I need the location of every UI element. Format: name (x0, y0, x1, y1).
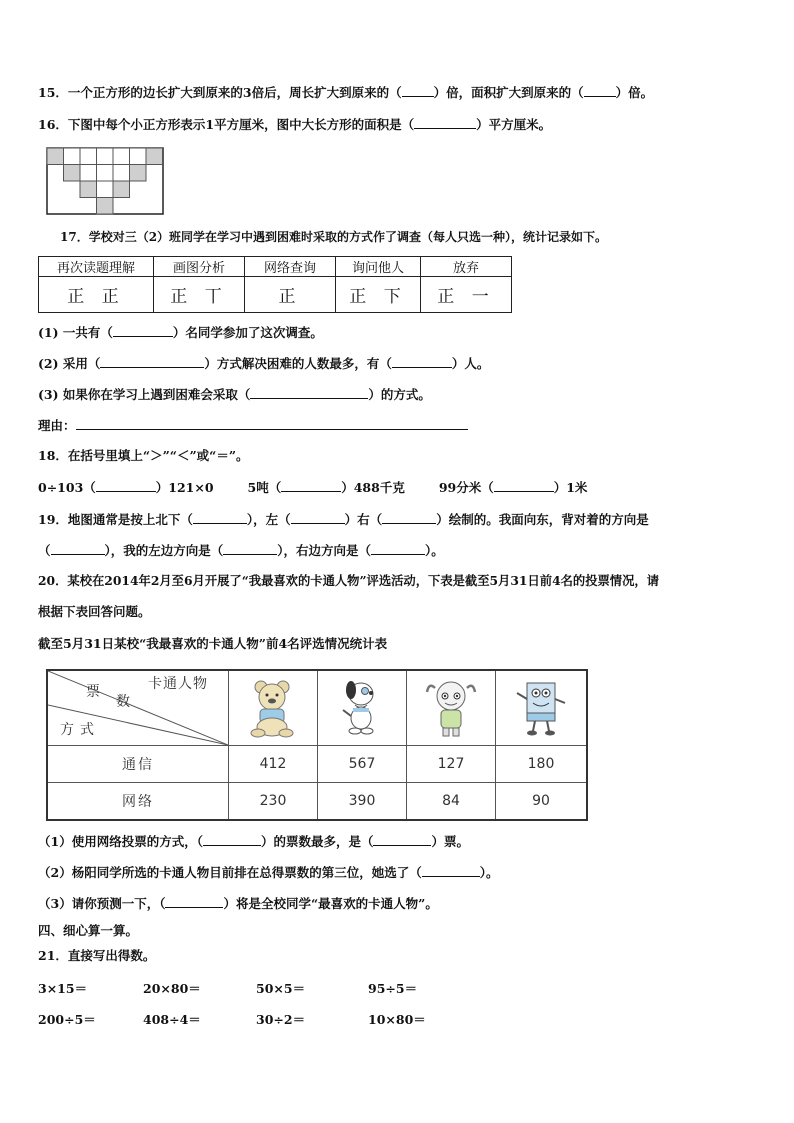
answer-blank[interactable] (382, 511, 436, 524)
row-label: 通信 (47, 746, 229, 783)
question-21-title: 21．直接写出得数。 (38, 948, 156, 963)
cartoon-sponge (496, 670, 588, 746)
calc-item: 200÷5＝ (38, 1012, 96, 1027)
question-17-part3: (3) 如果你在学习上遇到困难会采取（ ）的方式。 (38, 387, 431, 402)
calc-item: 10×80＝ (368, 1012, 426, 1027)
answer-blank[interactable] (193, 511, 247, 524)
answer-blank[interactable] (51, 542, 105, 555)
square-grid-figure (46, 147, 164, 215)
tally-header: 网络查询 (245, 257, 336, 277)
question-16: 16．下图中每个小正方形表示1平方厘米，图中大长方形的面积是（ ）平方厘米。 (38, 117, 552, 132)
tally-marks: 正 一 (421, 277, 512, 313)
question-18-expressions: 0÷103（ ）121×0 5吨（ ）488千克 99分米（ ）1米 (38, 480, 588, 495)
reason-line[interactable] (76, 417, 468, 430)
diag-label-piao: 票 (86, 684, 100, 700)
answer-blank[interactable] (584, 84, 616, 97)
vote-table (46, 669, 588, 821)
answer-blank[interactable] (96, 479, 156, 492)
question-20-line1: 20．某校在2014年2月至6月开展了“我最喜欢的卡通人物”评选活动，下表是截至5月31日前4名的投票情况，请 (38, 573, 659, 588)
answer-blank[interactable] (371, 542, 425, 555)
vote-cell: 84 (407, 783, 496, 821)
answer-blank[interactable] (223, 542, 277, 555)
cartoon-dog (318, 670, 407, 746)
vote-cell: 180 (496, 746, 588, 783)
answer-blank[interactable] (203, 833, 261, 846)
vote-row-online (47, 783, 587, 821)
answer-blank[interactable] (392, 355, 452, 368)
question-20-line2: 根据下表回答问题。 (38, 604, 151, 619)
tally-header: 放弃 (421, 257, 512, 277)
tally-table (38, 256, 512, 313)
calc-item: 408÷4＝ (143, 1012, 201, 1027)
answer-blank[interactable] (113, 324, 173, 337)
question-20-part1: （1）使用网络投票的方式，（ ）的票数最多，是（ ）票。 (38, 834, 469, 849)
question-15: 15．一个正方形的边长扩大到原来的3倍后，周长扩大到原来的（ ）倍，面积扩大到原来的（ ）倍。 (38, 85, 654, 100)
vote-cell: 230 (229, 783, 318, 821)
sponge-icon (513, 679, 569, 737)
answer-blank[interactable] (373, 833, 431, 846)
vote-cell: 90 (496, 783, 588, 821)
answer-blank[interactable] (100, 355, 204, 368)
calc-item: 20×80＝ (143, 981, 201, 996)
answer-blank[interactable] (165, 895, 223, 908)
section-4-heading: 四、细心算一算。 (38, 923, 139, 938)
tally-marks: 正 下 (336, 277, 421, 313)
diag-label-katong: 卡通人物 (148, 676, 208, 692)
bear-icon (245, 677, 301, 739)
question-17-intro: 17．学校对三（2）班同学在学习中遇到困难时采取的方式作了调查（每人只选一种），统计记录如下。 (60, 230, 608, 244)
answer-blank[interactable] (414, 116, 476, 129)
question-19-line1: 19．地图通常是按上北下（ ），左（ ）右（ ）绘制的。我面向东，背对着的方向是 (38, 512, 649, 527)
cartoon-goat (407, 670, 496, 746)
vote-cell: 567 (318, 746, 407, 783)
tally-header: 询问他人 (336, 257, 421, 277)
calc-item: 30÷2＝ (256, 1012, 306, 1027)
vote-cell: 127 (407, 746, 496, 783)
question-19-line2: （ ），我的左边方向是（ ），右边方向是（ ）。 (38, 543, 444, 558)
question-20-part2: （2）杨阳同学所选的卡通人物目前排在总得票数的第三位，她选了（ ）。 (38, 865, 499, 880)
vote-cell: 390 (318, 783, 407, 821)
tally-header: 画图分析 (154, 257, 245, 277)
answer-blank[interactable] (402, 84, 434, 97)
question-18-title: 18．在括号里填上“＞”“＜”或“＝”。 (38, 448, 249, 463)
calc-item: 3×15＝ (38, 981, 88, 996)
vote-table-title: 截至5月31日某校“我最喜欢的卡通人物”前4名评选情况统计表 (38, 636, 388, 651)
diag-label-fangshi: 方式 (60, 722, 100, 738)
question-17-reason: 理由： (38, 417, 468, 434)
tally-marks: 正 (245, 277, 336, 313)
cartoon-bear (229, 670, 318, 746)
answer-blank[interactable] (422, 864, 480, 877)
answer-blank[interactable] (291, 511, 345, 524)
tally-marks: 正 丅 (154, 277, 245, 313)
answer-blank[interactable] (494, 479, 554, 492)
dog-icon (337, 678, 387, 738)
tally-header: 再次读题理解 (39, 257, 154, 277)
answer-blank[interactable] (250, 386, 368, 399)
diagonal-header-cell (47, 670, 229, 746)
vote-cell: 412 (229, 746, 318, 783)
question-17-part2: (2) 采用（ ）方式解决困难的人数最多，有（ ）人。 (38, 356, 490, 371)
question-20-part3: （3）请你预测一下，（ ）将是全校同学“最喜欢的卡通人物”。 (38, 896, 438, 911)
vote-row-mail (47, 746, 587, 783)
question-17-part1: (1) 一共有（ ）名同学参加了这次调查。 (38, 325, 323, 340)
calc-item: 95÷5＝ (368, 981, 418, 996)
diag-label-shu: 数 (116, 694, 130, 710)
calc-item: 50×5＝ (256, 981, 306, 996)
goat-icon (425, 678, 477, 738)
answer-blank[interactable] (281, 479, 341, 492)
tally-marks: 正 正 (39, 277, 154, 313)
row-label: 网络 (47, 783, 229, 821)
